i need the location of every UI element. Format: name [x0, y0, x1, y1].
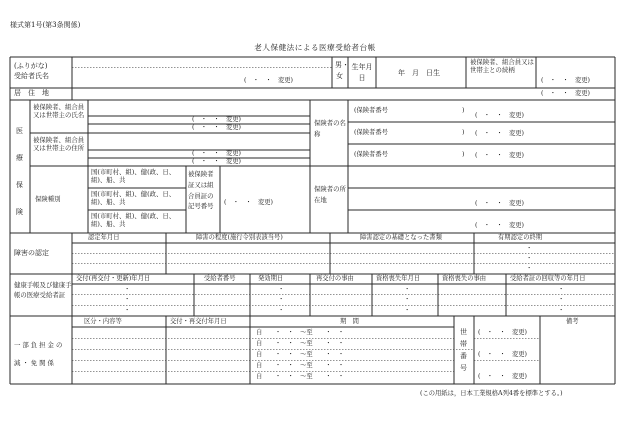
- form-number: 様式第1号(第3条関係): [10, 21, 81, 29]
- insurer-change-1: ( ・ ・ 変更): [475, 112, 524, 119]
- cert-dot-b1: ・: [278, 286, 285, 293]
- insured-address-change-2: ( ・ ・ 変更): [192, 158, 241, 165]
- insurer-number-label-2: (保険者番号: [354, 129, 388, 136]
- insurance-section-label: 医療保険: [16, 127, 23, 216]
- copay-period-1: 自 ・ ・ 〜至 ・ ・: [256, 329, 345, 336]
- footer-note: (この用紙は，日本工業規格A列4番を標準とする。): [420, 390, 563, 397]
- copay-period-5: 自 ・ ・ 〜至 ・ ・: [256, 373, 345, 380]
- insurance-type-options-3: 国(市町村、組)、健(政、日、組)、船、共: [91, 212, 176, 229]
- insurer-name-label: 保険者の名称: [314, 119, 346, 138]
- cert-dot-a2: ・: [124, 296, 131, 303]
- address-change-note: ( ・ ・ 変更): [541, 90, 590, 97]
- disability-term-dot-2: ・: [526, 255, 533, 262]
- insured-name-label: 被保険者、組合員又は世帯主の氏名: [33, 103, 85, 120]
- insured-id-change: ( ・ ・ 変更): [224, 199, 273, 206]
- insurer-address-change-1: ( ・ ・ 変更): [475, 200, 524, 207]
- household-change-2: ( ・ ・ 変更): [478, 351, 527, 358]
- disability-term-dot-3: ・: [526, 265, 533, 272]
- insurer-address-change-2: ( ・ ・ 変更): [475, 222, 524, 229]
- cert-dot-b2: ・: [278, 296, 285, 303]
- certificate-col-issue-date: 交付(再交付・更新)年月日: [76, 275, 151, 282]
- copay-period-3: 自 ・ ・ 〜至 ・ ・: [256, 351, 345, 358]
- insurer-number-close-1: ): [462, 107, 465, 114]
- cert-dot-d3: ・: [558, 307, 565, 314]
- birthdate-value: 年 月 日生: [398, 69, 440, 77]
- insurance-type-options-1: 国(市町村、組)、健(政、日、組)、船、共: [91, 168, 176, 185]
- insurer-change-3: ( ・ ・ 変更): [475, 152, 524, 159]
- insured-id-label: 被保険者証又は組合員証の記号番号: [188, 170, 214, 211]
- disability-col-basis: 障害認定の基礎となった書類: [360, 234, 442, 241]
- certificate-col-effective: 発効期日: [258, 275, 284, 282]
- household-change-3: ( ・ ・ 変更): [478, 373, 527, 380]
- household-change-1: ( ・ ・ 変更): [478, 329, 527, 336]
- recipient-name-label: 受給者氏名: [14, 72, 49, 80]
- insurer-number-label-3: (保険者番号: [354, 151, 388, 158]
- disability-col-date: 認定年月日: [88, 234, 120, 241]
- furigana-label: (ふりがな): [14, 62, 48, 70]
- copay-period-4: 自 ・ ・ 〜至 ・ ・: [256, 362, 345, 369]
- copay-col-category: 区分・内容等: [84, 318, 122, 325]
- insurance-type-options-2: 国(市町村、組)、健(政、日、組)、船、共: [91, 190, 176, 207]
- copay-col-issue-date: 交付・再交付年月日: [170, 318, 227, 325]
- cert-dot-d2: ・: [558, 296, 565, 303]
- insurer-number-close-2: ): [462, 129, 465, 136]
- insured-name-change-1: ( ・ ・ 変更): [192, 116, 241, 123]
- certificate-col-loss-reason: 資格喪失の事由: [442, 275, 487, 282]
- certificate-col-collect-date: 受給者証の回収等の年月日: [510, 275, 586, 282]
- address-label: 居 住 地: [14, 89, 49, 97]
- certificate-col-reissue-reason: 再交付の事由: [316, 275, 354, 282]
- insurer-number-label-1: (保険者番号: [354, 107, 388, 114]
- cert-dot-c2: ・: [404, 296, 411, 303]
- page-title: 老人保健法による医療受給者台帳: [254, 43, 376, 52]
- disability-term-dot-1: ・: [526, 245, 533, 252]
- insurance-type-label: 保険種別: [35, 195, 61, 203]
- cert-dot-a3: ・: [124, 307, 131, 314]
- disability-col-degree: 障害の程度(施行令別表該当号): [196, 234, 283, 241]
- disability-col-term: 有期認定の終期: [498, 234, 543, 241]
- disability-section-label: 障害の認定: [14, 249, 49, 257]
- cert-dot-d1: ・: [558, 286, 565, 293]
- insured-address-label: 被保険者、組合員又は世帯主の住所: [33, 136, 85, 153]
- insured-address-change-1: ( ・ ・ 変更): [192, 150, 241, 157]
- insurer-change-2: ( ・ ・ 変更): [475, 130, 524, 137]
- name-change-note: ( ・ ・ 変更): [244, 77, 293, 84]
- copay-col-household: 世帯番号: [460, 328, 467, 372]
- gender-label: 男・女: [335, 61, 349, 80]
- copay-col-period: 期 間: [340, 318, 359, 325]
- relation-change-note: ( ・ ・ 変更): [541, 77, 590, 84]
- certificate-col-loss-date: 資格喪失年月日: [376, 275, 421, 282]
- copay-col-remarks: 備考: [566, 318, 579, 325]
- insurer-address-label: 保険者の所在地: [314, 185, 346, 204]
- relation-label: 被保険者、組合員又は世帯主との続柄: [470, 58, 534, 75]
- copay-section-label: 一部負担金の減・免関係: [14, 341, 65, 367]
- copay-period-2: 自 ・ ・ 〜至 ・ ・: [256, 340, 345, 347]
- insurer-number-close-3: ): [462, 151, 465, 158]
- cert-dot-c3: ・: [404, 307, 411, 314]
- cert-dot-b3: ・: [278, 307, 285, 314]
- certificate-section-label: 健康手帳及び健康手帳の医療受給者証: [14, 281, 72, 299]
- cert-dot-a1: ・: [124, 286, 131, 293]
- cert-dot-c1: ・: [404, 286, 411, 293]
- certificate-col-number: 受給者番号: [204, 275, 236, 282]
- insured-name-change-2: ( ・ ・ 変更): [192, 124, 241, 131]
- birthdate-label: 生年月日: [351, 63, 373, 82]
